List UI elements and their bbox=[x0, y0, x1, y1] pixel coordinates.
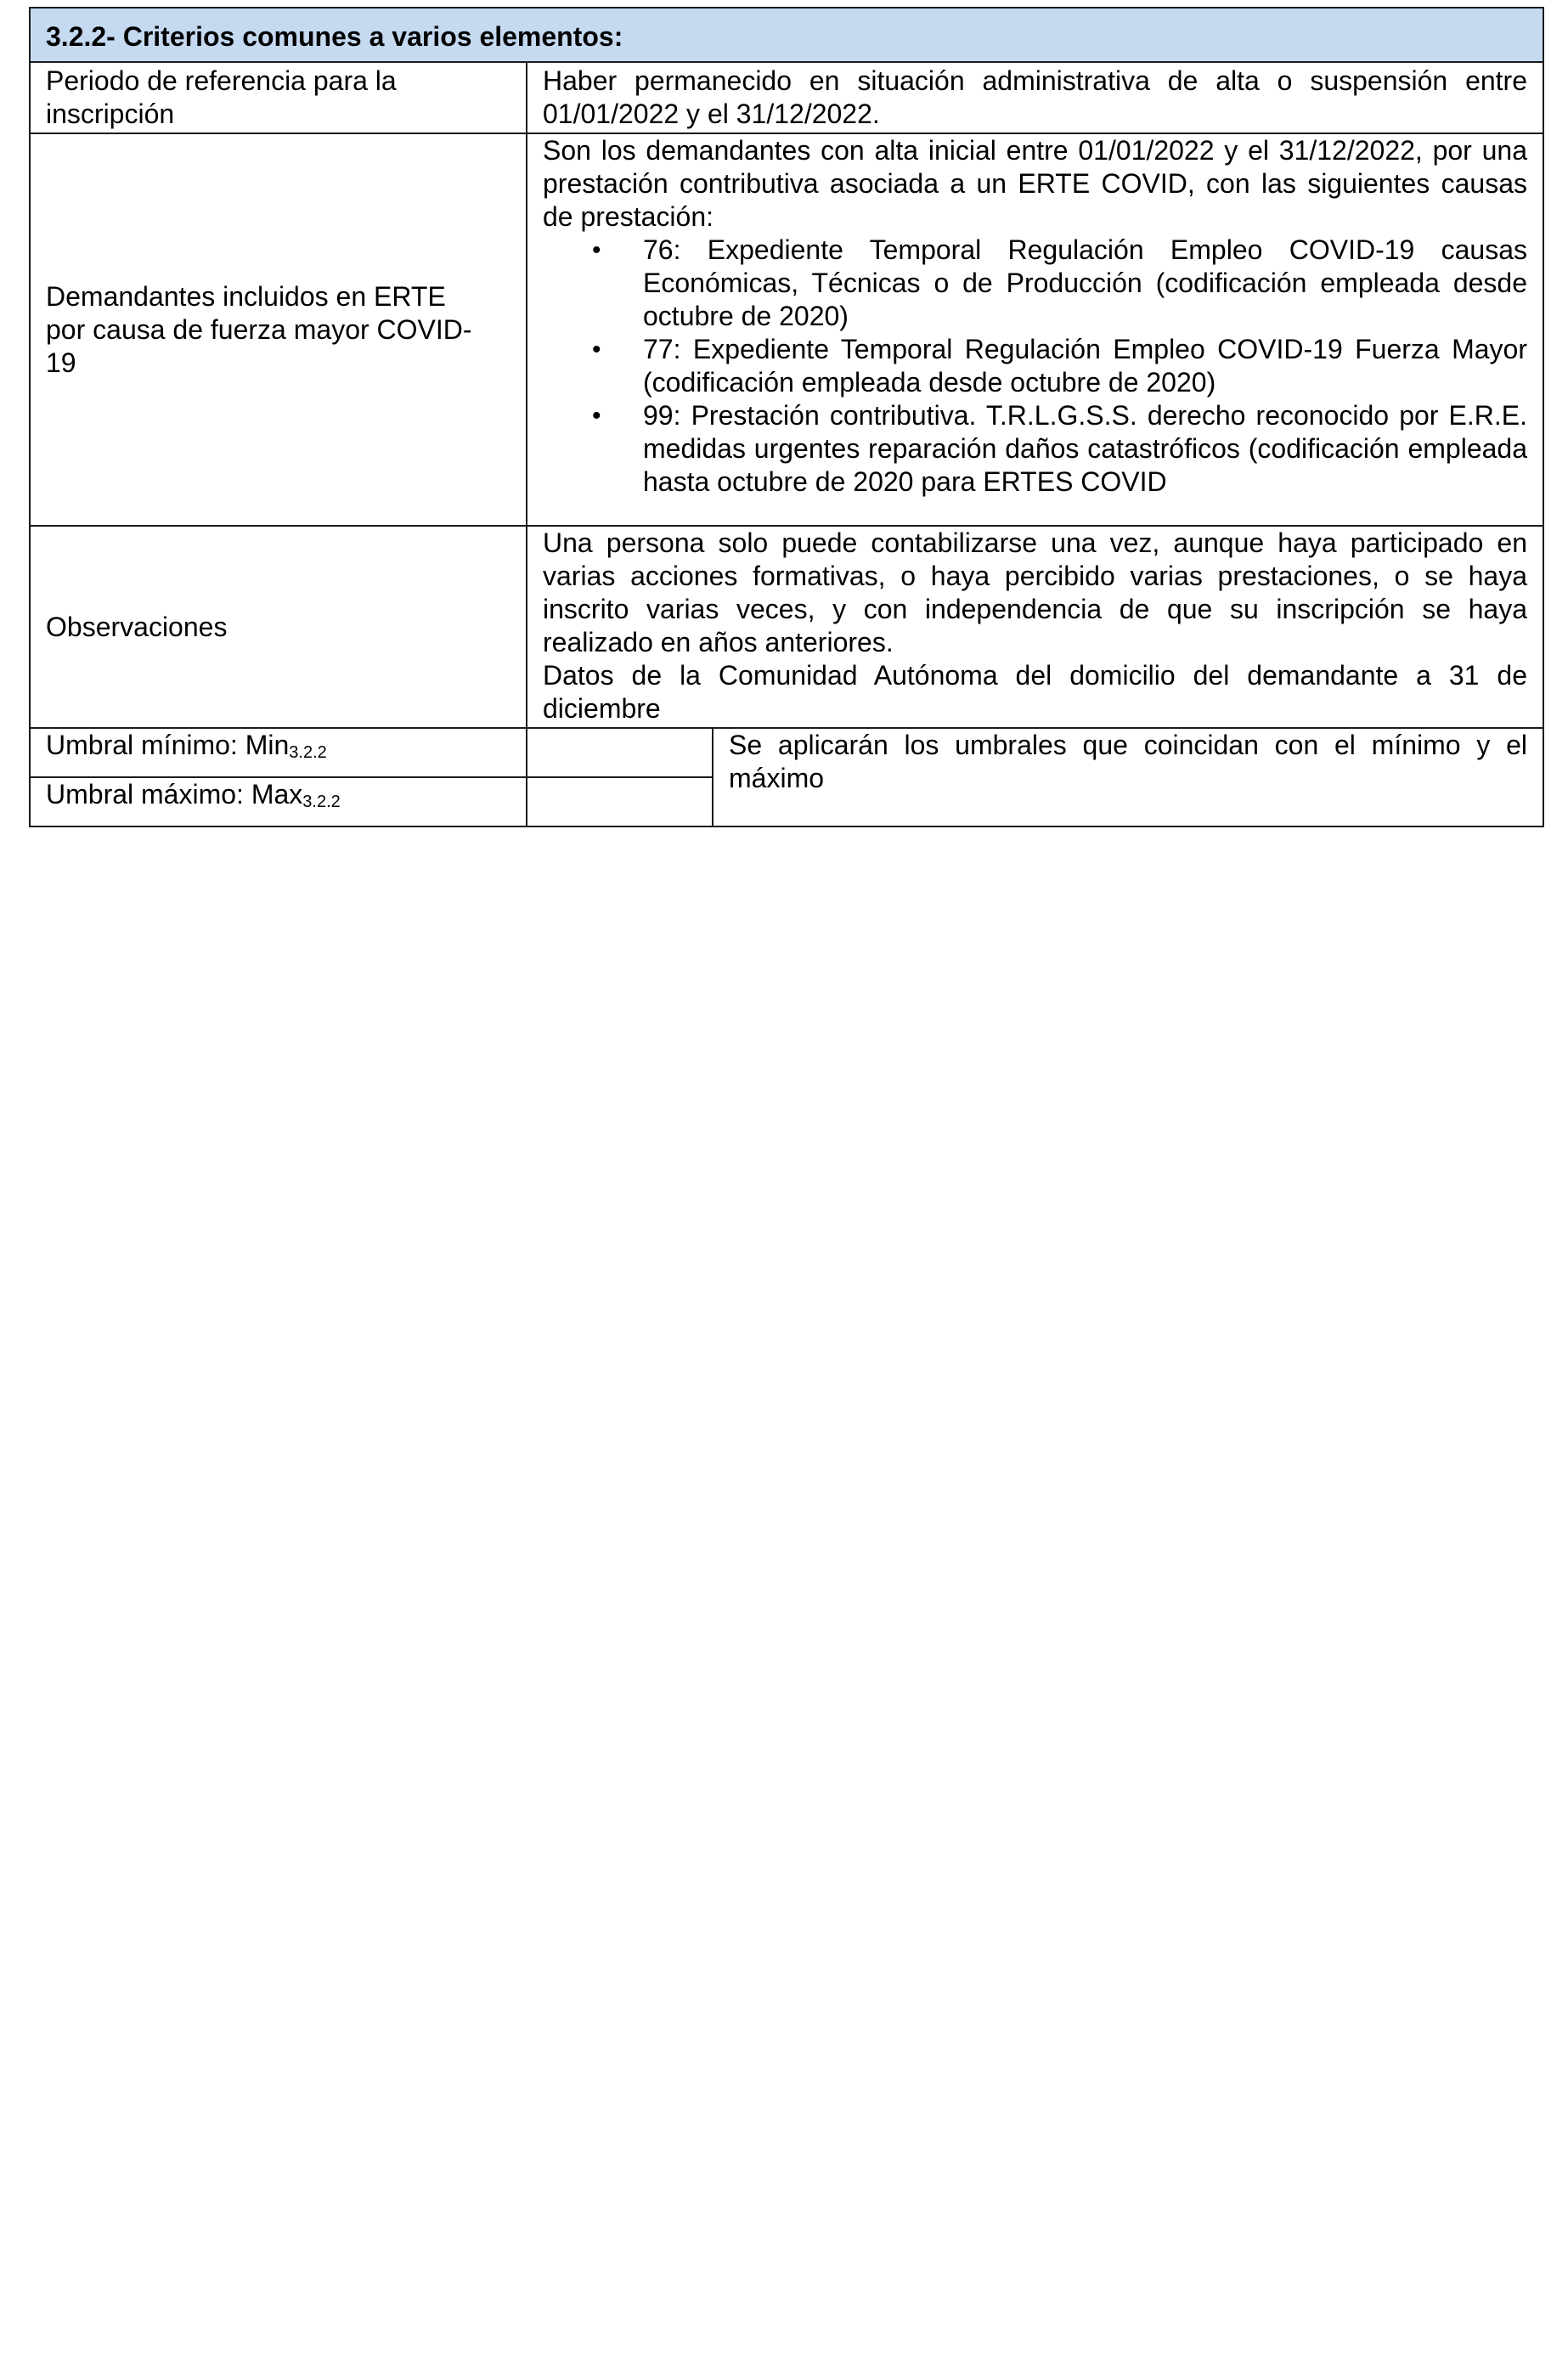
list-item: • 77: Expediente Temporal Regulación Empleo COVID-19 Fuerza Mayor (codificación empleada desde octubre de 2020) bbox=[543, 333, 1527, 399]
periodo-text: Haber permanecido en situación administrativa de alta o suspensión entre 01/01/2022 y el 31/12/2022. bbox=[527, 62, 1543, 133]
periodo-label: Periodo de referencia para la inscripción bbox=[30, 62, 527, 133]
umbral-max-subscript: 3.2.2 bbox=[302, 793, 341, 811]
umbral-min-label-text: Umbral mínimo: Min bbox=[46, 730, 290, 760]
table-row bbox=[30, 62, 1543, 133]
observaciones-label: Observaciones bbox=[30, 526, 527, 728]
umbral-max-value bbox=[527, 777, 713, 826]
observaciones-cell bbox=[527, 526, 1543, 728]
table-row bbox=[30, 728, 1543, 777]
list-item: • 76: Expediente Temporal Regulación Empleo COVID-19 causas Económicas, Técnicas o de Producción (codificación empleada desde octubre de 2020) bbox=[543, 234, 1527, 333]
observaciones-text-1: Una persona solo puede contabilizarse una vez, aunque haya participado en varias acciones formativas, o haya percibido varias prestaciones, o se haya inscrito varias veces, y con independencia de que su inscripción se haya realizado en años anteriores. bbox=[543, 527, 1527, 657]
table-row bbox=[30, 526, 1543, 728]
umbral-max-label bbox=[30, 777, 527, 826]
umbral-min-value bbox=[527, 728, 713, 777]
criteria-table bbox=[29, 7, 1544, 827]
demandantes-cell bbox=[527, 133, 1543, 526]
demandantes-label bbox=[30, 133, 527, 526]
causes-list bbox=[543, 234, 1527, 499]
observaciones-text-2: Datos de la Comunidad Autónoma del domicilio del demandante a 31 de diciembre bbox=[543, 660, 1527, 724]
umbral-max-label-text: Umbral máximo: Max bbox=[46, 779, 303, 810]
umbral-min-subscript: 3.2.2 bbox=[289, 743, 327, 762]
demandantes-intro: Son los demandantes con alta inicial entre 01/01/2022 y el 31/12/2022, por una prestación contributiva asociada a un ERTE COVID, con las siguientes causas de prestación: bbox=[543, 135, 1527, 232]
table-row bbox=[30, 133, 1543, 526]
umbral-note: Se aplicarán los umbrales que coincidan con el mínimo y el máximo bbox=[713, 728, 1543, 826]
demandantes-label-text: Demandantes incluidos en ERTE por causa de fuerza mayor COVID-19 bbox=[46, 280, 472, 378]
list-item: • 99: Prestación contributiva. T.R.L.G.S.S. derecho reconocido por E.R.E. medidas urgentes reparación daños catastróficos (codificación empleada hasta octubre de 2020 para ERTES COVID bbox=[543, 399, 1527, 499]
section-title: 3.2.2- Criterios comunes a varios elementos: bbox=[30, 8, 1543, 62]
umbral-min-label bbox=[30, 728, 527, 777]
